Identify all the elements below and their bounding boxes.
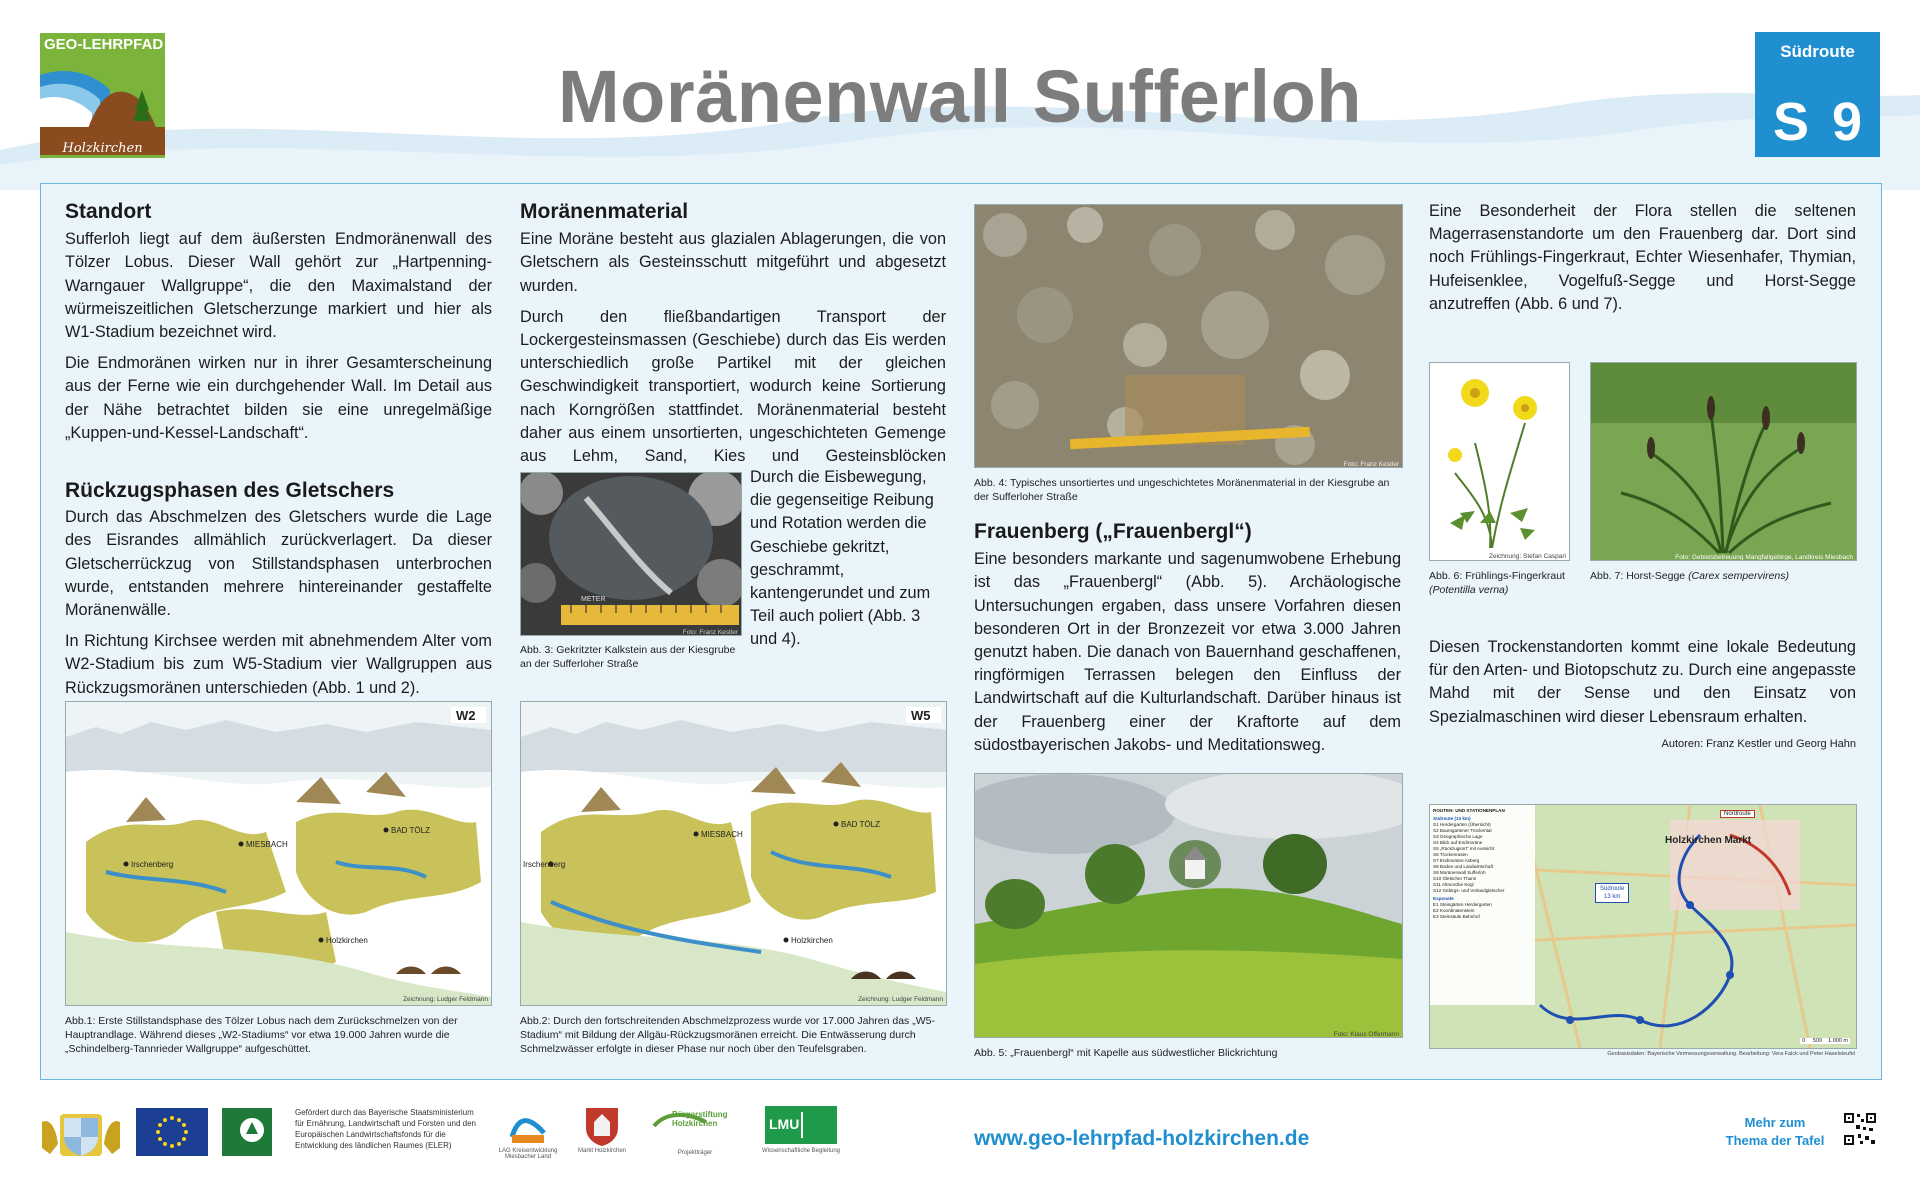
map-legend-items-2 (1433, 902, 1532, 920)
map-suedroute-tag (1595, 883, 1629, 903)
map-legend-exhibit-2: E3 Steinsäule Bahnhof (1433, 914, 1480, 919)
markt-label: Markt Holzkirchen (577, 1148, 626, 1154)
column-3 (974, 520, 1401, 765)
funding-text: Gefördert durch das Bayerische Staatsministerium für Ernährung, Landwirtschaft und Forsten und den Europäischen Landwirtschaftsfonds für die Entwicklung des ländlichen Raumes (ELER) (295, 1108, 476, 1150)
qr-code-icon[interactable] (1843, 1112, 1877, 1146)
map-legend-item-3: S4 Blick auf Endmoräne (1433, 840, 1483, 845)
more-info-text (1712, 1114, 1838, 1150)
column-4-bottom (1429, 636, 1856, 737)
figure-6-credit: Zeichnung: Stefan Caspari (1489, 553, 1566, 560)
bavaria-coat-of-arms-icon (40, 1108, 122, 1160)
route-badge (1755, 32, 1880, 157)
figure-1-caption: Abb.1: Erste Stillstandsphase des Tölzer Lobus nach dem Zurückschmelzen von der Hauptrandlage. Während dieses „W2-Stadiums“ vor etwa 19.000 Jahren wurde die „Schindelberg-Tannrieder Wallgruppe“ aufgeschüttet. (65, 1015, 458, 1055)
figure-5-frauenbergl-photo (974, 773, 1403, 1038)
figure-5-credit: Foto: Klaus Offermann (1333, 1031, 1399, 1038)
map-legend-subtitle-2: Exponate (1433, 896, 1454, 901)
map-legend-subtitle: Südroute (13 km) (1433, 816, 1471, 821)
map-town-label: Holzkirchen Markt (1665, 835, 1752, 846)
map-legend-item-11: S12 Gebirgs- und Vorlandgletscher (1433, 888, 1505, 893)
figure-3-credit: Foto: Franz Kestler (682, 629, 738, 636)
figure-7-caption-block (1590, 569, 1855, 583)
figure-2-glacier-map-w5 (520, 701, 947, 1006)
figure-7-credit: Foto: Gebietsbetreuung Mangfallgebirge, Landkreis Miesbach (1675, 554, 1853, 561)
route-label: Südroute (1780, 42, 1855, 61)
figure-3-caption: Abb. 3: Gekritzter Kalkstein aus der Kiesgrube an der Sufferloher Straße (520, 644, 736, 670)
figure-1-place-badtoelz: BAD TÖLZ (391, 826, 430, 835)
figure-4-credit: Foto: Franz Kestler (1343, 461, 1399, 468)
logo-town: Holzkirchen (62, 141, 143, 156)
figure-2-place-badtoelz: BAD TÖLZ (841, 820, 880, 829)
route-map (1429, 804, 1857, 1049)
figure-6-fruehlings-fingerkraut-drawing (1429, 362, 1570, 561)
buergerstiftung-name: Bürgerstiftung Holzkirchen (672, 1110, 728, 1128)
authors: Autoren: Franz Kestler und Georg Hahn (1661, 738, 1856, 750)
figure-3-scratched-limestone-photo (520, 472, 742, 636)
map-legend-item-2: S3 Geographische Lage (1433, 834, 1483, 839)
standort-text-1: Sufferloh liegt auf dem äußersten Endmoränenwall des Tölzer Lobus. Dieser Wall gehört zur „Hartpenning-Warngauer Wallgruppe“, die den Maximalstand der würmeiszeitlichen Gletscherzunge markiert und hier als W1-Stadium bezeichnet wird. (65, 230, 492, 342)
lmu-label: Wissenschaftliche Begleitung (761, 1148, 841, 1154)
figure-1-place-irschenberg: Irschenberg (131, 860, 174, 869)
lmu-logo-text: LMU (769, 1116, 800, 1132)
figure-2-credit: Zeichnung: Ludger Feldmann (858, 996, 943, 1003)
lag-logo-icon (508, 1107, 548, 1147)
material-text-1: Eine Moräne besteht aus glazialen Ablagerungen, die von Gletschern als Gesteinsschutt mitgeführt und abgesetzt wurden. (520, 230, 946, 295)
column-2 (520, 200, 946, 499)
lag-label: LAG Kreisentwicklung Miesbacher Land (498, 1148, 558, 1160)
figure-6-caption: Abb. 6: Frühlings-Fingerkraut (1429, 570, 1565, 582)
figure-1-place-holzkirchen: Holzkirchen (326, 936, 368, 945)
column-1 (65, 200, 492, 708)
website-link[interactable]: www.geo-lehrpfad-holzkirchen.de (974, 1127, 1310, 1150)
heading-moraenenmaterial: Moränenmaterial (520, 200, 689, 223)
map-legend-item-0: S1 Herdergarten (Übersicht) (1433, 822, 1491, 827)
map-legend-item-6: S7 Endmoräne Asberg (1433, 858, 1480, 863)
map-legend-title: ROUTEN- UND STATIONENPLAN (1433, 808, 1505, 813)
figure-1-stage-tag: W2 (456, 708, 476, 723)
heading-frauenberg: Frauenberg („Frauenbergl“) (974, 520, 1252, 543)
map-legend-item-10: S11 Attmordne Kegl (1433, 882, 1474, 887)
heading-standort: Standort (65, 200, 152, 223)
figure-2-place-miesbach: MIESBACH (701, 830, 743, 839)
figure-4-caption: Abb. 4: Typisches unsortiertes und ungeschichtetes Moränenmaterial in der Kiesgrube an der Sufferloher Straße (974, 477, 1390, 503)
figure-2-place-irschenberg: Irschenberg (523, 860, 566, 869)
heading-rueckzug: Rückzugsphasen des Gletschers (65, 479, 395, 503)
figure-7-latin: (Carex sempervirens) (1688, 570, 1790, 582)
figure-4-moraine-material-photo (974, 204, 1403, 468)
map-legend (1430, 805, 1535, 1005)
biotope-text: Diesen Trockenstandorten kommt eine lokale Bedeutung für den Arten- und Biotopschutz zu. Durch eine angepasste Mahd mit der Sense und den Einsatz von Spezialmaschinen wird dieser Lebensraum erhalten. (1429, 638, 1856, 726)
rueckzug-text-1: Durch das Abschmelzen des Gletschers wurde die Lage des Eisrandes allmählich zurückverlagert. Da dieser Gletscherrückzug von Stillstandsphasen unterbrochen wurde, entstanden mehrere hintereinander gestaffelte Moränenwälle. (65, 508, 492, 620)
map-nordroute-tag: Nordroute (1720, 810, 1755, 818)
figure-3-ruler-label: METER (581, 596, 606, 603)
route-code: S 9 (1772, 92, 1866, 152)
map-legend-exhibit-0: E1 Steingärten Herdergarten (1433, 902, 1492, 907)
map-suedroute-km: 13 km (1604, 894, 1621, 900)
map-legend-item-4: S5 „Rückzugsort“ mit Aussicht (1433, 846, 1495, 851)
leader-logo-icon (222, 1108, 272, 1156)
map-suedroute-label: Südroute (1600, 886, 1625, 892)
figure-6-caption-block (1429, 569, 1568, 597)
map-legend-item-5: S6 Trockenrasen (1433, 852, 1468, 857)
figure-5-caption: Abb. 5: „Frauenbergl“ mit Kapelle aus südwestlicher Blickrichtung (974, 1047, 1278, 1059)
frauenberg-text: Eine besonders markante und sagenumwobene Erhebung ist das „Frauenbergl“ (Abb. 5). Archäologische Untersuchungen ergaben, dass unsere Vorfahren diesen besonderen Ort in der Bronzezeit vor etwa 3.000 Jahren genutzt haben. Die danach von Bauernhand geschaffenen, ringförmigen Terrassen belegen den Einfluss der Landwirtschaft auf die Kulturlandschaft. Darüber hinaus ist der Frauenberg einer der Kraftorte auf dem südostbayerischen Jakobs- und Meditationsweg. (974, 550, 1401, 754)
figure-7-horst-segge-photo (1590, 362, 1857, 561)
figure-1-glacier-map-w2 (65, 701, 492, 1006)
eu-flag-icon (136, 1108, 208, 1156)
material-text-2: Durch den fließbandartigen Transport der Lockergesteinsmassen (Geschiebe) durch das Eis werden unterschiedlich große Partikel mit der gleichen Geschwindigkeit transportiert, wodurch keine Sortierung nach Korngrößen stattfindet. Moränenmaterial besteht daher aus einem unsortierten, ungeschichteten Gemenge aus Lehm, Sand, Kies und Gesteinsblöcken (520, 307, 946, 466)
map-legend-item-8: S9 Moränenwall Sufferloh (1433, 870, 1486, 875)
buergerstiftung-label: Projektträger (677, 1150, 713, 1156)
standort-text-2: Die Endmoränen wirken nur in ihrer Gesamterscheinung aus der Ferne wie ein durchgehender Wall. Im Detail aus der Nähe betrachtet bilden sie eine unregelmäßige „Kuppen-und-Kessel-Landschaft“. (65, 354, 492, 442)
map-legend-exhibit-1: E2 Koordinatenstein (1433, 908, 1475, 913)
figure-6-latin: (Potentilla verna) (1429, 584, 1509, 596)
map-credit: Geobasisdaten: Bayerische Vermessungsverwaltung. Bearbeitung: Vera Falck und Peter Haselsteufel (1607, 1051, 1855, 1057)
logo-title: GEO-LEHRPFAD (44, 36, 164, 53)
figure-1-place-miesbach: MIESBACH (246, 840, 288, 849)
rueckzug-text-2: In Richtung Kirchsee werden mit abnehmendem Alter vom W2-Stadium bis zum W5-Stadium vier Wallgruppen aus Rückzugsmoränen unterschieden (Abb. 1 und 2). (65, 632, 492, 697)
map-legend-item-1: S2 Baumgartener Trockental (1433, 828, 1492, 833)
markt-holzkirchen-crest-icon (584, 1106, 620, 1148)
figure-7-caption: Abb. 7: Horst-Segge (1590, 570, 1686, 582)
figure-2-stage-tag: W5 (911, 708, 931, 723)
more-info-line2: Thema der Tafel (1725, 1133, 1825, 1148)
map-scale: 0 500 1.000 m (1802, 1038, 1848, 1044)
column-4-top (1429, 200, 1856, 324)
figure-1-credit: Zeichnung: Ludger Feldmann (403, 996, 488, 1003)
flora-text: Eine Besonderheit der Flora stellen die seltenen Magerrasenstandorte um den Frauenberg dar. Dort sind noch Frühlings-Fingerkraut, Echter Wiesenhafer, Thymian, Hufeisenklee, Vogelfuß-Segge und Horst-Segge anzutreffen (Abb. 6 und 7). (1429, 202, 1856, 313)
figure-2-place-holzkirchen: Holzkirchen (791, 936, 833, 945)
material-text-3: Durch die Eisbewegung, die gegenseitige Reibung und Rotation werden die Geschiebe gekritzt, geschrammt, kantengerundet und zum Teil auch poliert (Abb. 3 und 4). (750, 468, 934, 649)
figure-2-caption: Abb.2: Durch den fortschreitenden Abschmelzprozess wurde vor 17.000 Jahren das „W5-Stadium“ mit Bildung der Allgäu-Rückzugsmoränen erreicht. Die Entwässerung durch Schmelzwässer erfolgte in dieser Phase nur noch über den Teufelsgraben. (520, 1015, 935, 1055)
more-info-line1: Mehr zum (1744, 1115, 1806, 1130)
map-legend-items (1433, 822, 1532, 894)
map-legend-item-9: S10 Gletscher Thann (1433, 876, 1477, 881)
map-legend-item-7: S8 Boden und Landwirtschaft (1433, 864, 1494, 869)
lmu-logo (765, 1106, 837, 1144)
material-text-3-block (750, 466, 946, 660)
page-title: Moränenwall Sufferloh (557, 55, 1362, 138)
